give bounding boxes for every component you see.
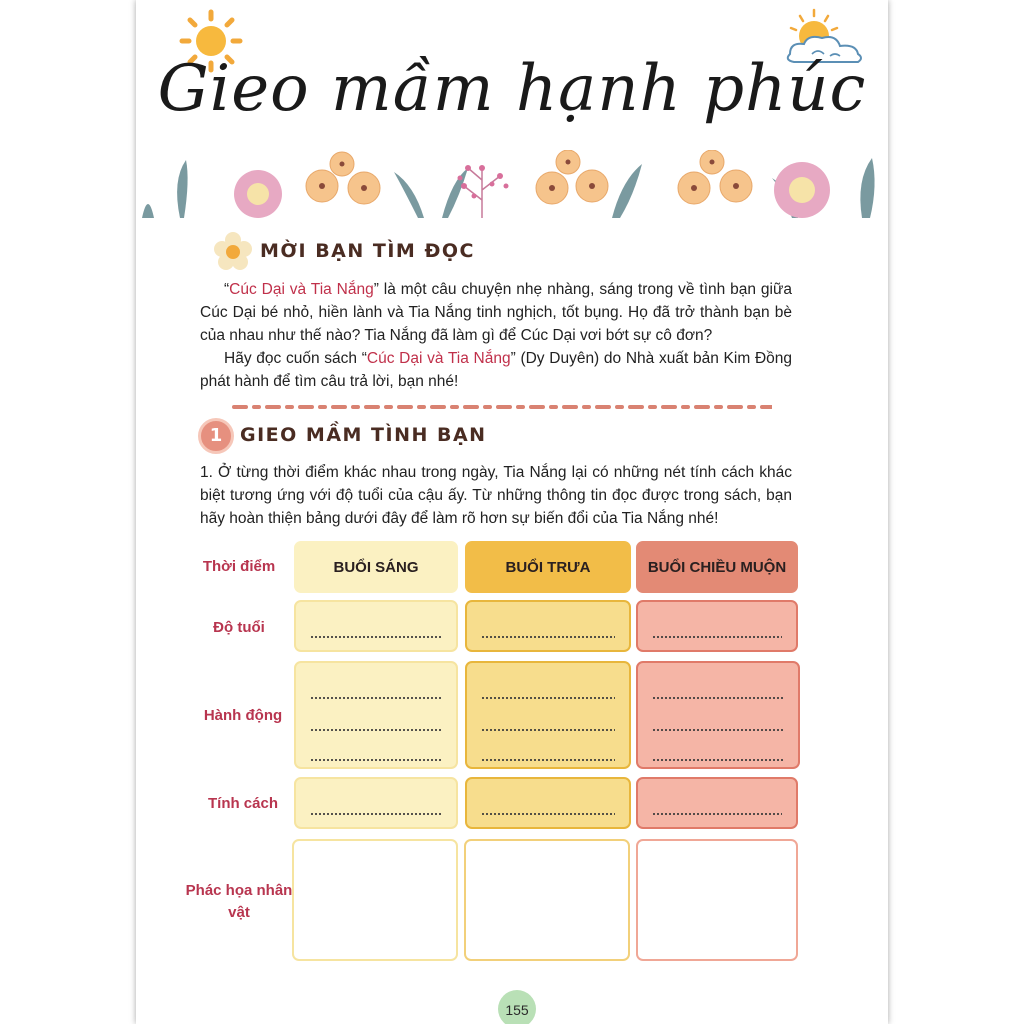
row-label-action: Hành động (203, 707, 283, 724)
age-morning-field[interactable] (294, 600, 458, 652)
header-morning: BUỔI SÁNG (294, 541, 458, 593)
flower-garden-decoration (142, 150, 882, 220)
quote-open: “ (224, 281, 230, 298)
dashed-divider (232, 400, 772, 414)
action-evening-field[interactable] (636, 661, 800, 769)
table-instruction: 1. Ở từng thời điểm khác nhau trong ngày, Tia Nắng lại có những nét tính cách khác biệt tương ứng với độ tuổi của cậu ấy. Từ những thông tin đọc được trong sách, bạn hãy hoàn thiện bảng dưới đây để làm rõ hơn sự biến đổi của Tia Nắng nhé! (200, 464, 792, 527)
row-label-age: Độ tuổi (213, 619, 265, 636)
invite-text: ” (Dy Duyên) do Nhà xuất bản Kim Đồng phát hành để tìm câu trả lời, bạn nhé! (200, 350, 792, 390)
personality-morning-field[interactable] (294, 777, 458, 829)
personality-noon-field[interactable] (465, 777, 631, 829)
age-noon-field[interactable] (465, 600, 631, 652)
flower-icon (214, 232, 252, 270)
worksheet-page (142, 0, 882, 1024)
row-label-time: Thời điểm (202, 558, 276, 575)
intro-text: ” là một câu chuyện nhẹ nhàng, sáng trong về tình bạn giữa Cúc Dại bé nhỏ, hiền lành và Tia Nắng tinh nghịch, tốt bụng. Họ đã trở thành bạn bè của nhau như thế nào? Tia Nắng đã làm gì để Cúc Dại vơi bớt sự cô đơn? (200, 281, 792, 344)
action-morning-field[interactable] (294, 661, 458, 769)
intro-paragraph (200, 278, 792, 347)
header-evening: BUỔI CHIỀU MUỘN (636, 541, 798, 593)
page-number: 155 (498, 990, 536, 1024)
row-label-personality: Tính cách (207, 795, 278, 812)
sketch-evening-box[interactable] (636, 839, 798, 961)
header-noon: BUỔI TRƯA (465, 541, 631, 593)
page-title: Gieo mầm hạnh phúc (157, 52, 867, 126)
invite-lead: Hãy đọc cuốn sách “ (224, 350, 367, 367)
action-noon-field[interactable] (465, 661, 631, 769)
row-label-sketch: Phác họa nhân vật (185, 882, 293, 921)
section-heading-friendship: GIEO MẦM TÌNH BẠN (240, 424, 487, 446)
sketch-noon-box[interactable] (464, 839, 630, 961)
sketch-morning-box[interactable] (292, 839, 458, 961)
read-invitation-paragraph (200, 347, 792, 393)
book-title-highlight-2: Cúc Dại và Tia Nắng (366, 350, 511, 367)
section-number-badge: 1 (198, 418, 234, 454)
book-title-highlight: Cúc Dại và Tia Nắng (229, 281, 374, 298)
age-evening-field[interactable] (636, 600, 798, 652)
section-heading-read: MỜI BẠN TÌM ĐỌC (260, 240, 475, 262)
personality-evening-field[interactable] (636, 777, 798, 829)
